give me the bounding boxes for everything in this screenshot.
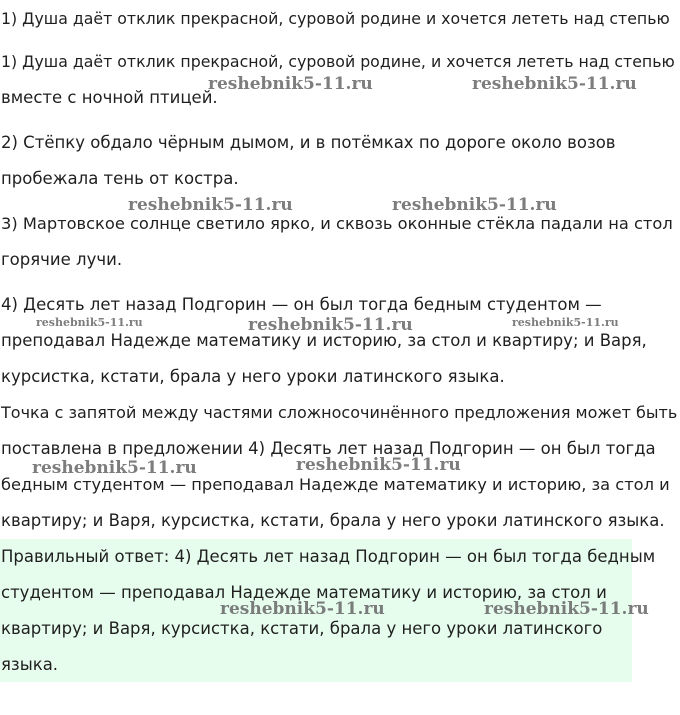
explanation-line-2: поставлена в предложении 4) Десять лет назад Подгорин — он был тогда bbox=[1, 439, 656, 458]
explanation-line-3: бедным студентом — преподавал Надежде математику и историю, за стол и bbox=[1, 475, 670, 494]
option-4-line-3: курсистка, кстати, брала у него уроки латинского языка. bbox=[1, 367, 505, 386]
option-3 bbox=[1, 206, 673, 278]
watermark: reshebnik5-11.ru bbox=[128, 195, 293, 215]
watermark: reshebnik5-11.ru bbox=[484, 599, 649, 619]
explanation-line-1: Точка с запятой между частями сложносочинённого предложения может быть bbox=[1, 403, 678, 422]
watermark: reshebnik5-11.ru bbox=[512, 316, 619, 329]
watermark: reshebnik5-11.ru bbox=[220, 599, 385, 619]
option-1-line-2: вместе с ночной птицей. bbox=[1, 88, 218, 107]
answer-line-2: студентом — преподавал Надежде математику и историю, за стол и bbox=[1, 583, 607, 602]
watermark: reshebnik5-11.ru bbox=[472, 74, 637, 94]
watermark: reshebnik5-11.ru bbox=[392, 195, 557, 215]
option-1-line-1: 1) Душа даёт отклик прекрасной, суровой родине, и хочется лететь над степью bbox=[1, 52, 675, 71]
option-2-line-2: пробежала тень от костра. bbox=[1, 169, 239, 188]
question-title bbox=[1, 1, 670, 37]
watermark: reshebnik5-11.ru bbox=[248, 315, 413, 335]
answer-line-1: Правильный ответ: 4) Десять лет назад Подгорин — он был тогда бедным bbox=[1, 547, 656, 566]
watermark: reshebnik5-11.ru bbox=[296, 455, 461, 475]
option-2-line-1: 2) Стёпку обдало чёрным дымом, и в потёмках по дороге около возов bbox=[1, 133, 616, 152]
watermark: reshebnik5-11.ru bbox=[32, 458, 197, 478]
option-4-line-1: 4) Десять лет назад Подгорин — он был тогда бедным студентом — bbox=[1, 295, 602, 314]
option-3-line-2: горячие лучи. bbox=[1, 250, 123, 269]
option-4-line-2: преподавал Надежде математику и историю, за стол и квартиру; и Варя, bbox=[1, 331, 647, 350]
question-title-text: 1) Душа даёт отклик прекрасной, суровой родине и хочется лететь над степью bbox=[1, 9, 670, 28]
option-3-line-1: 3) Мартовское солнце светило ярко, и сквозь оконные стёкла падали на стол bbox=[1, 214, 673, 233]
explanation-line-4: квартиру; и Варя, курсистка, кстати, брала у него уроки латинского языка. bbox=[1, 511, 665, 530]
answer-line-3: квартиру; и Варя, курсистка, кстати, брала у него уроки латинского bbox=[1, 619, 603, 638]
option-4 bbox=[1, 287, 647, 395]
option-2 bbox=[1, 125, 616, 197]
watermark: reshebnik5-11.ru bbox=[36, 316, 143, 329]
answer-line-4: языка. bbox=[1, 655, 59, 674]
watermark: reshebnik5-11.ru bbox=[208, 74, 373, 94]
